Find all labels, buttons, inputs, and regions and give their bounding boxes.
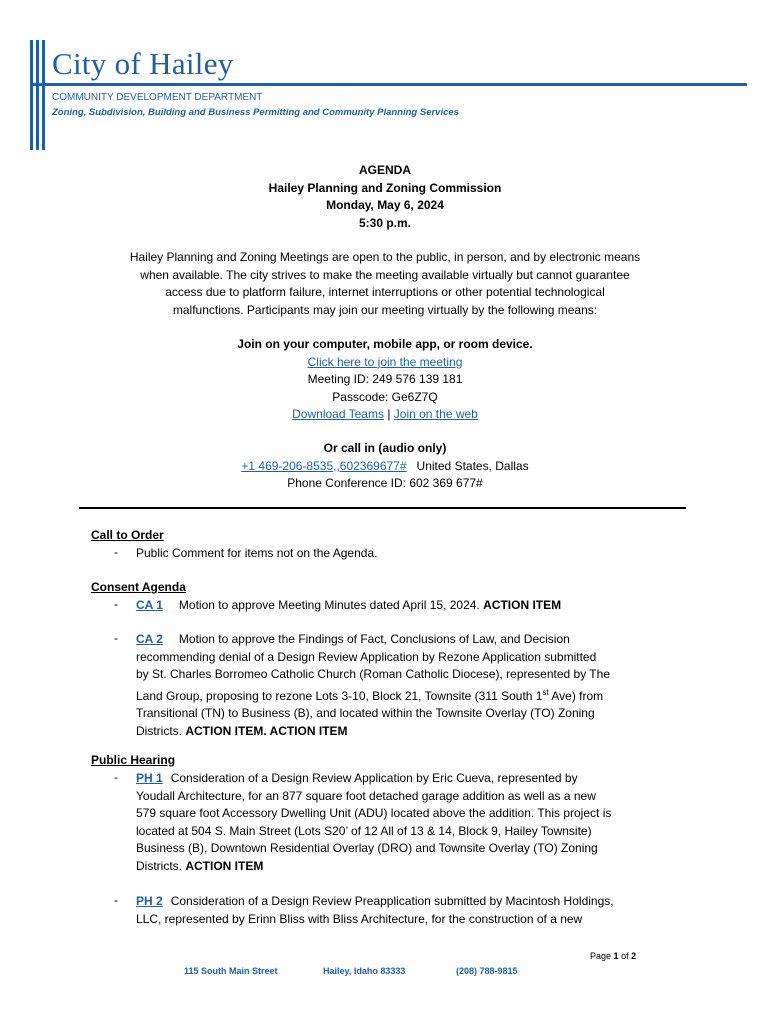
letterhead-rule (30, 83, 747, 86)
bullet-dash: - (114, 770, 118, 784)
ph1-text: Business (B), Downtown Residential Overlay (DRO) and Townsite Overlay (TO) Zoning (136, 841, 598, 855)
bullet-dash: - (114, 545, 118, 559)
ca2-text: Districts. (136, 723, 182, 738)
ca1-link[interactable]: CA 1 (136, 598, 163, 612)
join-web-link[interactable]: Join on the web (393, 407, 478, 421)
page-current: 1 (613, 951, 619, 961)
ca1-action: ACTION ITEM (483, 598, 562, 612)
agenda-header (80, 162, 690, 232)
page-of: of (621, 951, 629, 961)
ca2-text: recommending denial of a Design Review Application by Rezone Application submitted (136, 649, 597, 664)
footer-city: Hailey, Idaho 83333 (323, 966, 406, 976)
intro-line: when available. The city strives to make the meeting available virtually but cannot guarantee (140, 267, 630, 282)
hearing-item-ph2 (136, 893, 646, 928)
bullet-dash: - (114, 631, 118, 645)
ph1-text: Districts. (136, 858, 182, 873)
intro-line: Hailey Planning and Zoning Meetings are open to the public, in person, and by electronic means (129, 250, 641, 264)
consent-item-ca1 (136, 597, 646, 615)
callin-block (80, 440, 690, 493)
ph2-link[interactable]: PH 2 (136, 894, 163, 908)
join-meeting-link[interactable]: Click here to join the meeting (307, 354, 463, 369)
agenda-title: AGENDA (358, 163, 411, 177)
consent-agenda-heading: Consent Agenda (91, 580, 186, 594)
intro-line: malfunctions. Participants may join our meeting virtually by the following means: (172, 302, 598, 317)
ph1-text: Youdall Architecture, for an 877 square foot detached garage addition as well as a new (136, 788, 596, 803)
intro-paragraph (80, 249, 690, 319)
ph2-text: Consideration of a Design Review Preapplication submitted by Macintosh Holdings, (170, 894, 614, 908)
consent-item-ca2 (136, 631, 646, 740)
public-hearing-heading: Public Hearing (91, 753, 176, 767)
public-comment-item: Public Comment for items not on the Agenda. (136, 546, 378, 560)
callin-location: United States, Dallas (416, 458, 529, 473)
meeting-id: Meeting ID: 249 576 139 181 (307, 372, 463, 386)
letterhead-bar-1 (30, 40, 33, 150)
conference-id: Phone Conference ID: 602 369 677# (287, 476, 483, 490)
join-heading: Join on your computer, mobile app, or room device. (237, 337, 533, 351)
ph1-link[interactable]: PH 1 (136, 771, 163, 785)
bullet-dash: - (114, 597, 118, 611)
footer-phone: (208) 788-9815 (456, 966, 518, 976)
city-title: City of Hailey (52, 46, 234, 81)
intro-line: access due to platform failure, internet interruptions or other potential technological (165, 285, 605, 299)
page-number (590, 951, 636, 961)
ph2-text: LLC, represented by Erinn Bliss with Bliss Architecture, for the construction of a new (136, 911, 583, 926)
ca2-action: ACTION ITEM. ACTION ITEM (185, 723, 348, 738)
download-teams-link[interactable]: Download Teams (292, 407, 384, 421)
ca2-text: Land Group, proposing to rezone Lots 3-10, Block 21, Townsite (311 South 1 (136, 688, 543, 703)
ca1-text: Motion to approve Meeting Minutes dated April 15, 2024. (178, 598, 480, 612)
passcode: Passcode: Ge6Z7Q (332, 389, 438, 404)
ca2-superscript: st (542, 687, 549, 697)
ca2-text: by St. Charles Borromeo Catholic Church (Roman Catholic Diocese), represented by The (136, 667, 610, 681)
ph1-text: located at 504 S. Main Street (Lots S20’ of 12 All of 13 & 14, Block 9, Hailey Townsite) (136, 823, 592, 838)
ca2-text: Ave) from (548, 688, 604, 703)
page-label: Page (590, 951, 612, 961)
bullet-dash: - (114, 893, 118, 907)
section-divider (79, 507, 686, 509)
ph1-action: ACTION ITEM (185, 858, 264, 873)
agenda-date: Monday, May 6, 2024 (326, 198, 444, 212)
letterhead-bar-2 (36, 40, 39, 150)
agenda-time: 5:30 p.m. (358, 215, 412, 230)
department-services: Zoning, Subdivision, Building and Business Permitting and Community Planning Services (52, 107, 459, 118)
agenda-body: Hailey Planning and Zoning Commission (268, 180, 502, 195)
callin-phone-link[interactable]: +1 469-206-8535,,602369677# (241, 458, 407, 473)
call-to-order-heading: Call to Order (91, 528, 164, 542)
hearing-item-ph1 (136, 770, 646, 875)
ca2-link[interactable]: CA 2 (136, 632, 163, 646)
ca2-text: Transitional (TN) to Business (B), and located within the Townsite Overlay (TO) Zoning (136, 706, 595, 720)
ph1-text: Consideration of a Design Review Application by Eric Cueva, represented by (170, 771, 578, 785)
link-separator: | (387, 407, 391, 421)
footer-address: 115 South Main Street (184, 966, 278, 976)
department-name: COMMUNITY DEVELOPMENT DEPARTMENT (52, 92, 263, 103)
ca2-text: Motion to approve the Findings of Fact, Conclusions of Law, and Decision (178, 632, 570, 646)
ph1-text: 579 square foot Accessory Dwelling Unit (ADU) located above the addition. This project is (136, 806, 612, 820)
callin-heading: Or call in (audio only) (323, 441, 447, 455)
join-block (80, 336, 690, 424)
page-total: 2 (631, 951, 637, 961)
letterhead-bar-3 (42, 40, 45, 150)
